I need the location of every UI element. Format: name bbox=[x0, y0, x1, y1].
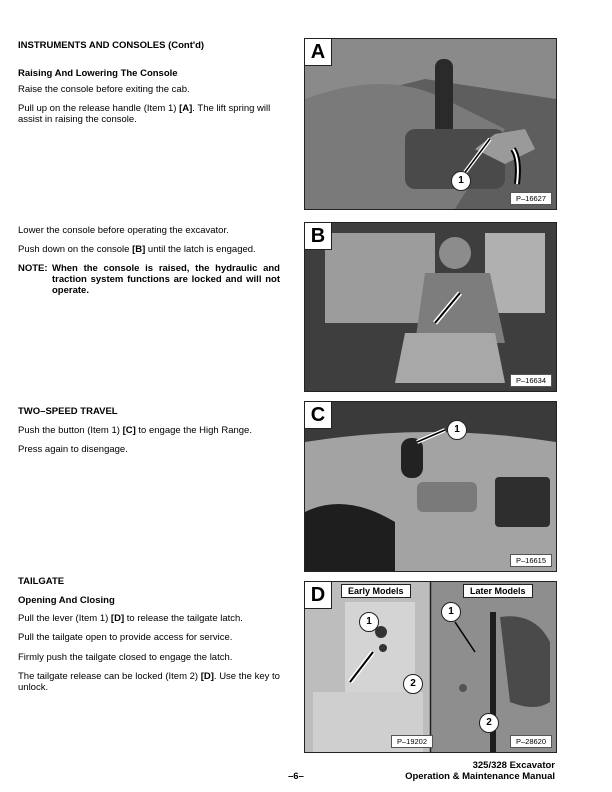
para-lower-console: Lower the console before operating the excavator. bbox=[18, 225, 229, 236]
para-pull-lever: Pull the lever (Item 1) [D] to release the tailgate latch. bbox=[18, 613, 243, 624]
figure-d-part-number-left: P–19202 bbox=[391, 735, 433, 748]
figure-a-callout-1: 1 bbox=[451, 171, 471, 191]
figure-d-later-callout-2: 2 bbox=[479, 713, 499, 733]
figure-a bbox=[304, 38, 557, 210]
figure-b-part-number: P–16634 bbox=[510, 374, 552, 387]
figure-d-illustration bbox=[305, 582, 556, 752]
figure-d-early-callout-2: 2 bbox=[403, 674, 423, 694]
figure-d-later-models-label: Later Models bbox=[463, 584, 533, 598]
para-push-button: Push the button (Item 1) [C] to engage the High Range. bbox=[18, 425, 252, 436]
figure-b-illustration bbox=[305, 223, 556, 391]
para-release-handle: Pull up on the release handle (Item 1) [A]. The lift spring will assist in raising the console. bbox=[18, 103, 271, 125]
section-title-instruments: INSTRUMENTS AND CONSOLES (Cont'd) bbox=[18, 40, 205, 51]
para-raise-console: Raise the console before exiting the cab. bbox=[18, 84, 190, 95]
figure-a-part-number: P–16627 bbox=[510, 192, 552, 205]
para-push-tailgate: Firmly push the tailgate closed to engage the latch. bbox=[18, 652, 233, 663]
note-label: NOTE: bbox=[18, 263, 48, 274]
figure-d-early-models-label: Early Models bbox=[341, 584, 411, 598]
figure-c-callout-1: 1 bbox=[447, 420, 467, 440]
figure-b-letter: B bbox=[305, 223, 332, 250]
para-push-console: Push down on the console [B] until the latch is engaged. bbox=[18, 244, 256, 255]
para-pull-tailgate: Pull the tailgate open to provide access for service. bbox=[18, 632, 233, 643]
footer-model: 325/328 Excavator bbox=[472, 760, 555, 771]
figure-d-later-callout-1: 1 bbox=[441, 602, 461, 622]
figure-d-early-callout-1: 1 bbox=[359, 612, 379, 632]
footer-manual: Operation & Maintenance Manual bbox=[405, 771, 555, 782]
figure-c-illustration bbox=[305, 402, 556, 571]
note-console bbox=[18, 263, 280, 296]
figure-d-letter: D bbox=[305, 582, 332, 609]
figure-a-illustration bbox=[305, 39, 556, 209]
figure-d bbox=[304, 581, 557, 753]
section-title-tailgate: TAILGATE bbox=[18, 576, 65, 587]
section-title-two-speed: TWO–SPEED TRAVEL bbox=[18, 406, 118, 417]
para-tailgate-lock: The tailgate release can be locked (Item 2) [D]. Use the key to unlock. bbox=[18, 671, 280, 693]
figure-c bbox=[304, 401, 557, 572]
note-text: When the console is raised, the hydraulic and traction system functions are locked and will not operate. bbox=[52, 263, 280, 296]
para-press-again: Press again to disengage. bbox=[18, 444, 128, 455]
figure-c-letter: C bbox=[305, 402, 332, 429]
figure-b bbox=[304, 222, 557, 392]
page-number: –6– bbox=[288, 771, 304, 782]
figure-c-part-number: P–16615 bbox=[510, 554, 552, 567]
figure-d-part-number-right: P–28620 bbox=[510, 735, 552, 748]
figure-a-letter: A bbox=[305, 39, 332, 66]
subtitle-opening-closing: Opening And Closing bbox=[18, 595, 115, 606]
subtitle-raising-lowering: Raising And Lowering The Console bbox=[18, 68, 178, 79]
